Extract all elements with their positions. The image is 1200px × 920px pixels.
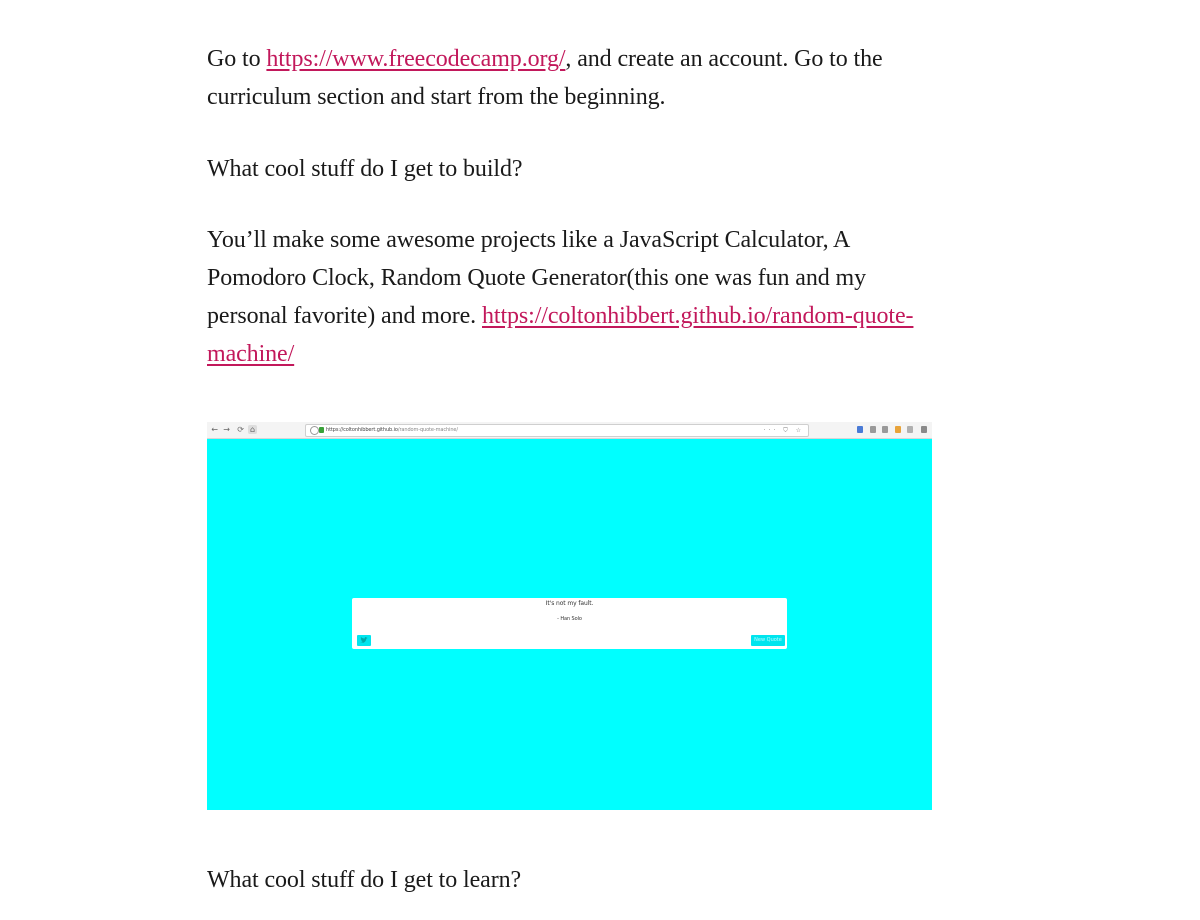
embedded-screenshot: [207, 422, 932, 810]
heading-build: What cool stuff do I get to build?: [207, 156, 523, 182]
paragraph-signup: [207, 40, 932, 116]
paragraph-text: You’ll make some awesome projects like a JavaScript Calculator, A Pomodoro Clock, Random Quote Generator(this one was fun and my personal favorite) and more.: [207, 227, 867, 329]
download-icon: [857, 426, 863, 433]
extension-icon: [895, 426, 901, 433]
paragraph-text: , and create an account. Go to the curriculum section and start from the beginning.: [207, 46, 883, 110]
lock-icon: [319, 427, 324, 433]
quote-card: [352, 598, 787, 649]
home-icon: ⌂: [248, 425, 257, 434]
page-actions-icon: ··· ⛉ ☆: [763, 427, 804, 434]
back-icon: ←: [211, 425, 218, 434]
extension-icon: [907, 426, 913, 433]
paragraph-text: Go to: [207, 46, 267, 72]
forward-icon: →: [223, 425, 230, 434]
random-quote-machine-link[interactable]: https://coltonhibbert.github.io/random-quote-machine/: [207, 303, 914, 367]
paragraph-projects: [207, 221, 932, 373]
quote-text: It's not my fault.: [545, 600, 594, 607]
menu-icon: [921, 426, 927, 433]
new-quote-button: New Quote: [751, 635, 785, 646]
reload-icon: ⟳: [237, 425, 244, 434]
url-text: https://coltonhibbert.github.io/random-quote-machine/: [326, 427, 458, 433]
sidebar-icon: [882, 426, 888, 433]
freecodecamp-link[interactable]: https://www.freecodecamp.org/: [266, 46, 566, 72]
quote-author: - Han Solo: [557, 616, 582, 622]
tweet-button: [357, 635, 371, 646]
library-icon: [870, 426, 876, 433]
heading-learn: What cool stuff do I get to learn?: [207, 867, 522, 893]
browser-toolbar: [207, 422, 932, 439]
info-icon: [310, 426, 319, 435]
twitter-icon: [360, 637, 368, 644]
address-bar: [305, 424, 809, 437]
